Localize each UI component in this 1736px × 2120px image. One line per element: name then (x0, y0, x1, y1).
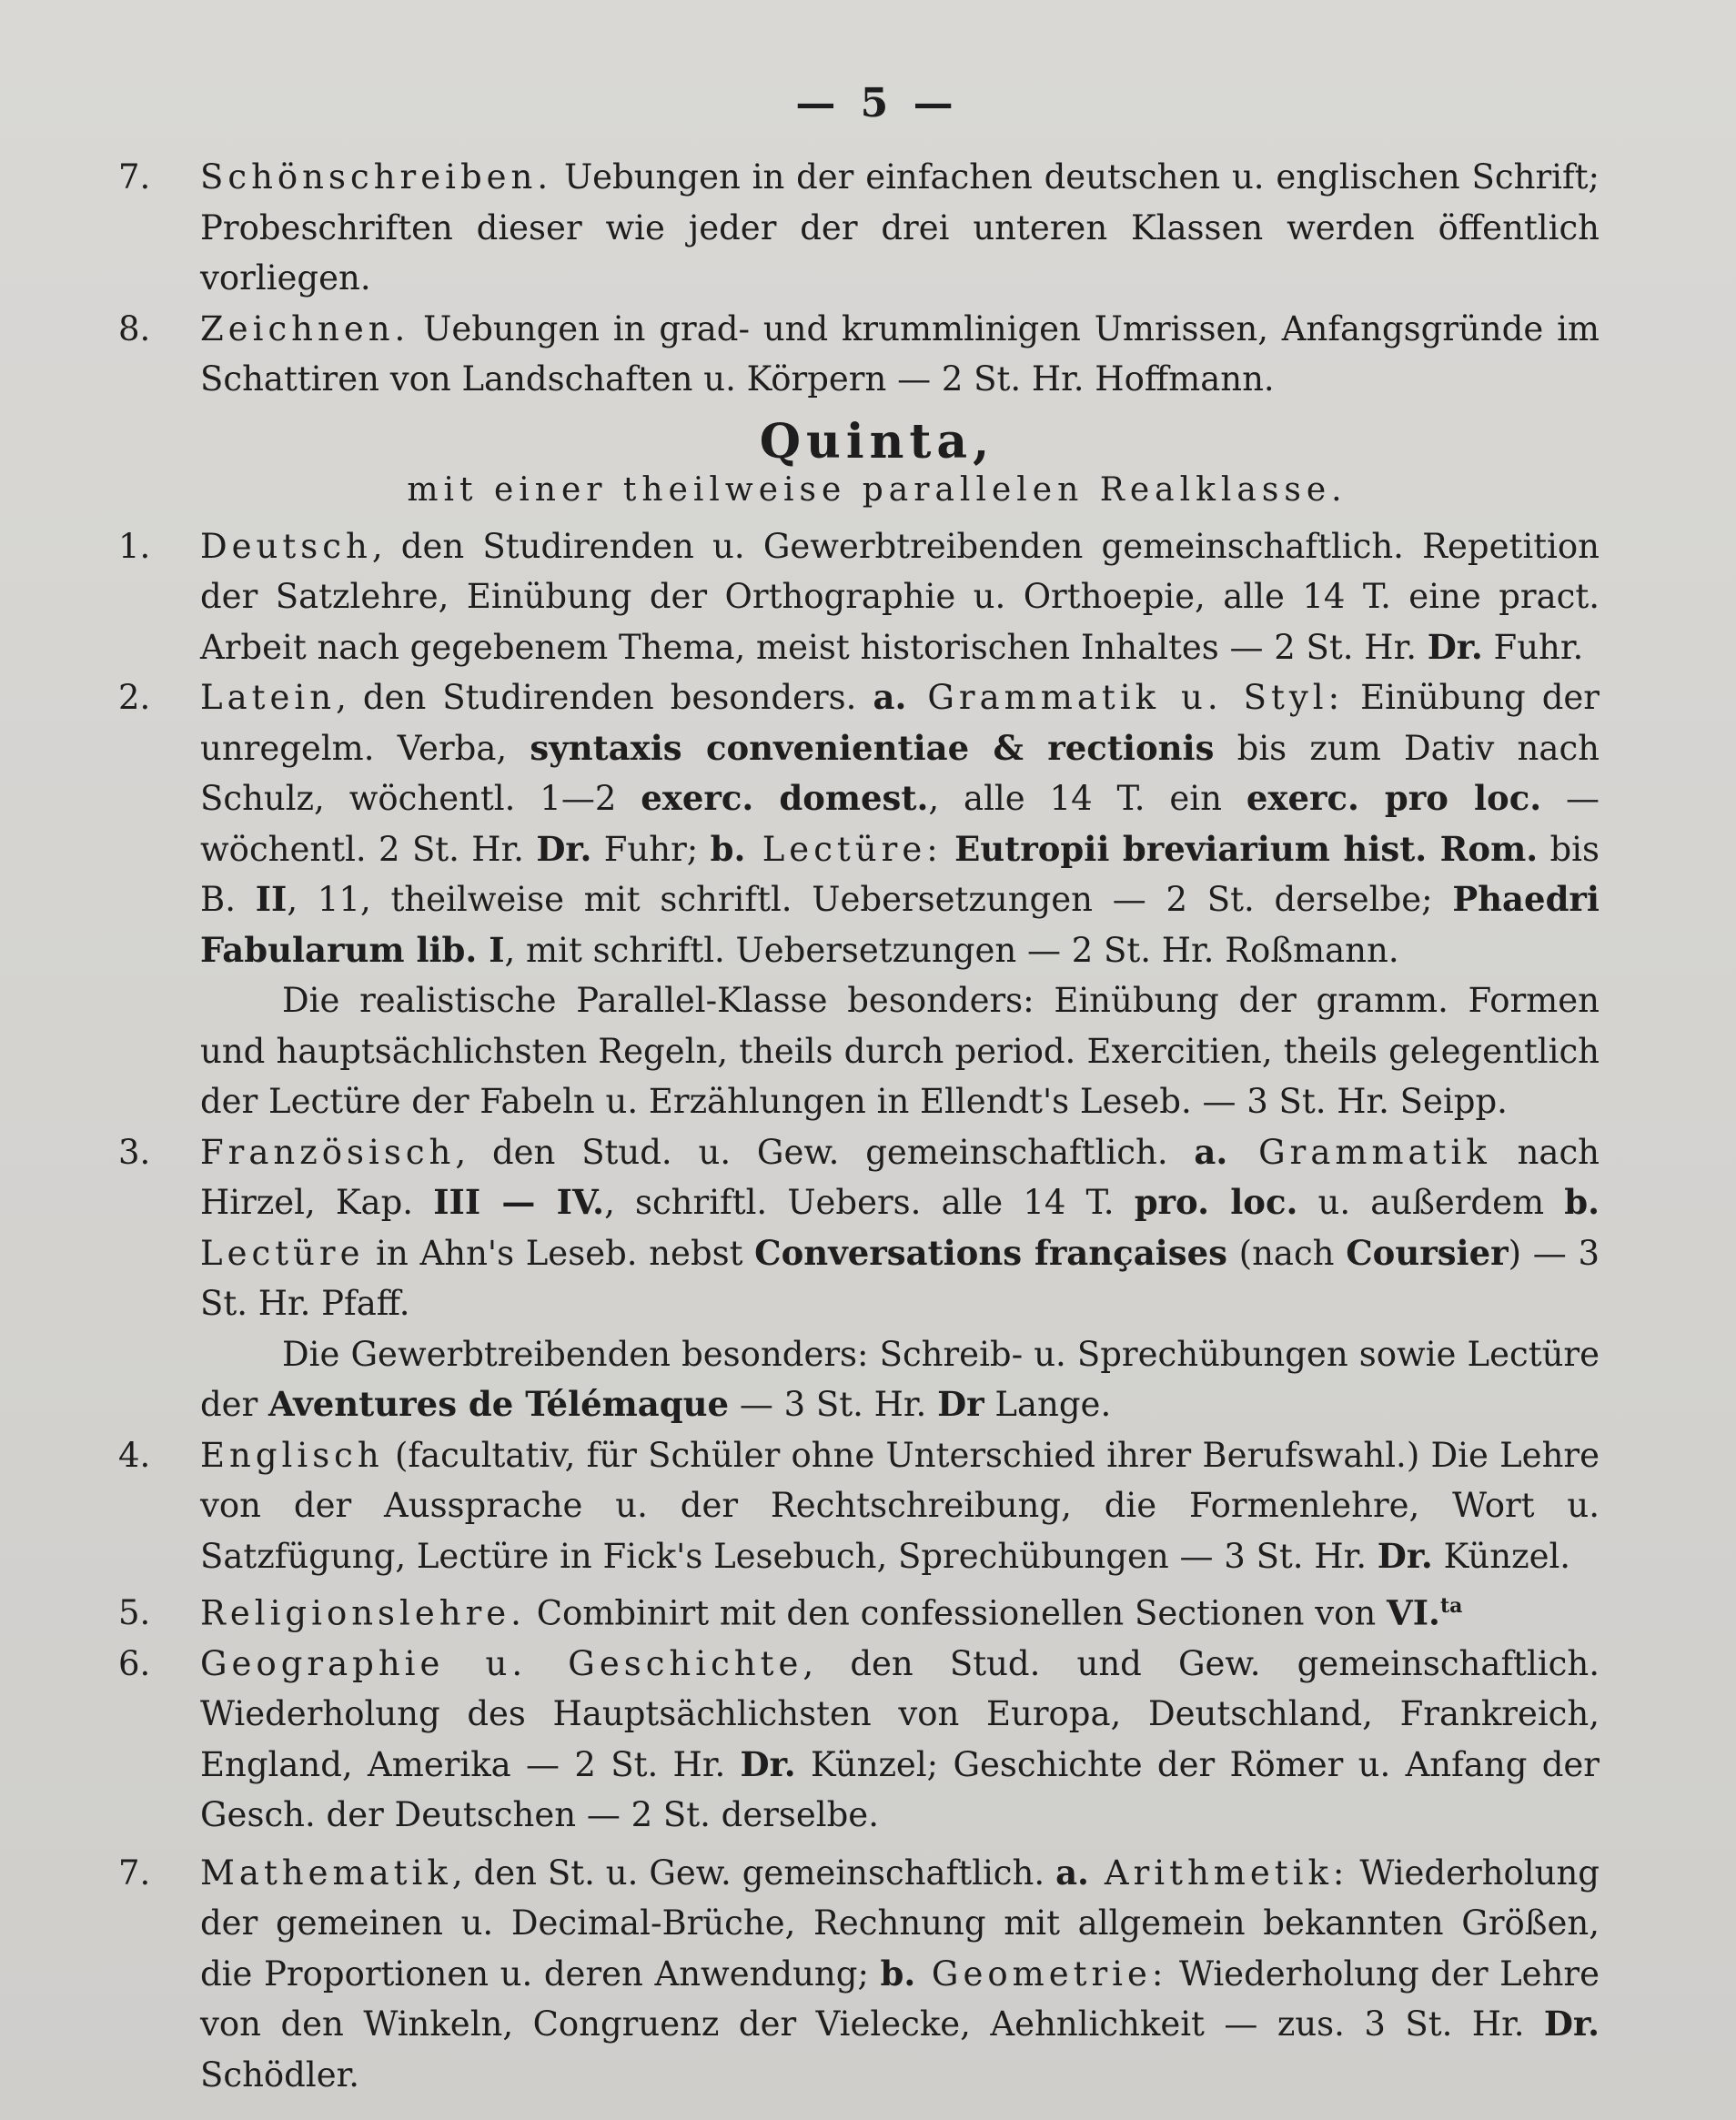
sub-marker: b. (710, 828, 746, 869)
item-latein (118, 672, 1600, 975)
item-text: Wiederholung der gemeinen u. Decimal-Brüche, Rechnung mit allgemein bekannten Größen, die Proportionen u. deren Anwendung; (200, 1852, 1600, 1994)
doctor-title: Dr. (740, 1743, 796, 1784)
item-heading: Zeichnen. (200, 308, 410, 348)
item-number: 8. (118, 308, 151, 348)
item-text: Künzel. (1432, 1536, 1571, 1576)
item-schoenschreiben (118, 152, 1600, 304)
item-heading: Schönschreiben. (200, 157, 553, 197)
latin-term: exerc. pro loc. (1246, 778, 1542, 818)
item-number: 4. (118, 1435, 151, 1475)
latin-term: Eutropii breviarium hist. Rom. (954, 828, 1539, 869)
item-heading: Religionslehre. (200, 1593, 526, 1633)
item-text: — wöchentl. 2 St. Hr. (200, 779, 1600, 869)
item-text: Uebungen in grad- und krummlinigen Umrissen, Anfangsgründe im Schattiren von Landschaften u. Körpern — 2 St. Hr. Hoffmann. (200, 308, 1600, 399)
item-heading: Englisch (200, 1435, 384, 1475)
item-text: — 3 St. Hr. (729, 1385, 938, 1424)
item-text: , den Studirenden u. Gewerbtreibenden gemeinschaftlich. Repetition der Satzlehre, Einübung der Orthographie u. Orthoepie, alle 14 T. eine pract. Arbeit nach gegebenem Thema, meist historischen Inhaltes — 2 St. Hr. (200, 526, 1600, 667)
item-religionslehre (118, 1581, 1600, 1639)
item-text: Lange. (984, 1385, 1112, 1424)
latin-term: II (255, 879, 288, 919)
sub-heading: Grammatik u. Styl: (906, 678, 1345, 717)
item-text (943, 830, 954, 869)
sub-marker: b. (1564, 1182, 1600, 1222)
item-text: Combinirt mit den confessionellen Sectionen von (525, 1593, 1388, 1633)
latin-term: pro. loc. (1134, 1182, 1298, 1222)
doctor-title: Dr. (1427, 626, 1483, 667)
franzoesisch-gewerb-paragraph (118, 1329, 1600, 1430)
item-text: Uebungen in der einfachen deutschen u. englischen Schrift; Probeschriften dieser wie jeder der drei unteren Klassen werden öffentlich vorliegen. (200, 157, 1600, 298)
item-text: , den Studirenden besonders. (336, 678, 873, 717)
author-name: Coursier (1346, 1232, 1509, 1273)
item-geographie-geschichte (118, 1639, 1600, 1841)
item-text: bis B. (200, 829, 1600, 919)
item-text: nach Hirzel, Kap. (200, 1132, 1600, 1222)
item-text: (facultativ, für Schüler ohne Unterschied ihrer Berufswahl.) Die Lehre von der Aussprache u. der Rechtschreibung, die Formenlehre, Wort u. Satzfügung, Lectüre in Fick's Lesebuch, Sprechübungen — 3 St. Hr. (200, 1435, 1600, 1576)
item-text: , den Stud. u. Gew. gemeinschaftlich. (455, 1132, 1195, 1172)
section-title: Quinta, (759, 413, 995, 469)
sub-marker: b. (880, 1953, 916, 1994)
item-text: Wiederholung der Lehre von den Winkeln, Congruenz der Vielecke, Aehnlichkeit — zus. 3 St. Hr. (200, 1953, 1600, 2044)
doctor-title: Dr. (1543, 2004, 1600, 2044)
item-text: , den Stud. und Gew. gemeinschaftlich. Wiederholung des Hauptsächlichsten von Europa, Deutschland, Frankreich, England, Amerika — 2 St. Hr. (200, 1643, 1600, 1784)
sub-heading: Geometrie: (915, 1953, 1168, 1994)
sub-marker: a. (1194, 1131, 1228, 1172)
item-text: ) — 3 St. Hr. Pfaff. (200, 1233, 1600, 1323)
item-text: Künzel; Geschichte der Römer u. Anfang der Gesch. der Deutschen — 2 St. derselbe. (200, 1744, 1600, 1835)
item-text: , den St. u. Gew. gemeinschaftlich. (451, 1852, 1056, 1893)
item-mathematik (118, 1848, 1600, 2101)
sub-heading: Arithmetik: (1088, 1852, 1349, 1893)
item-englisch (118, 1430, 1600, 1582)
item-number: 3. (118, 1132, 151, 1172)
item-number: 7. (118, 1852, 151, 1893)
item-heading: Latein (200, 678, 337, 717)
item-text: in Ahn's Leseb. nebst (364, 1233, 755, 1273)
item-text: , alle 14 T. ein (928, 779, 1246, 818)
item-text: Fuhr. (1482, 627, 1584, 667)
item-text: , 11, theilweise mit schriftl. Uebersetzungen — 2 St. derselbe; (287, 880, 1453, 919)
item-franzoesisch (118, 1127, 1600, 1329)
item-number: 7. (118, 157, 151, 197)
item-text: Einübung der unregelm. Verba, (200, 678, 1600, 768)
sub-marker: a. (1055, 1852, 1089, 1893)
item-text: Schödler. (200, 2054, 359, 2095)
class-numeral: VI. (1387, 1592, 1440, 1633)
item-text: , mit schriftl. Uebersetzungen — 2 St. Hr. Roßmann. (504, 930, 1399, 970)
sub-heading: Grammatik (1227, 1132, 1491, 1172)
item-heading: Deutsch (200, 526, 372, 566)
chapter-range: III — IV. (433, 1182, 605, 1222)
item-heading: Französisch (200, 1132, 456, 1172)
item-heading: Mathematik (200, 1852, 452, 1893)
item-text: (nach (1226, 1233, 1347, 1273)
latin-term: exerc. domest. (641, 778, 929, 818)
item-text: Die Gewerbtreibenden besonders: Schreib- u. Sprechübungen sowie Lectüre der (200, 1334, 1600, 1424)
latein-realklasse-paragraph: Die realistische Parallel-Klasse besonders: Einübung der gramm. Formen und hauptsächlichsten Regeln, theils durch period. Exercitien, theils gelegentlich der Lectüre der Fabeln u. Erzählungen in Ellendt's Leseb. — 3 St. Hr. Seipp. (200, 981, 1600, 1121)
sub-marker: a. (873, 677, 907, 717)
item-heading: Geographie u. Geschichte (200, 1643, 803, 1683)
latin-term: Phaedri Fabularum lib. I (200, 879, 1600, 970)
doctor-title: Dr (937, 1384, 984, 1424)
class-suffix: ta (1439, 1594, 1463, 1618)
item-text: Fuhr; (591, 829, 711, 869)
item-number: 6. (118, 1643, 151, 1683)
item-deutsch (118, 521, 1600, 673)
sub-heading: Lectüre: (745, 829, 943, 869)
book-title: Aventures de Télémaque (268, 1384, 730, 1424)
doctor-title: Dr. (1377, 1535, 1433, 1576)
item-text: bis zum Dativ nach Schulz, wöchentl. 1—2 (200, 728, 1600, 818)
section-subtitle: mit einer theilweise parallelen Realklasse. (407, 470, 1347, 509)
item-number: 1. (118, 526, 151, 566)
sub-heading: Lectüre (200, 1233, 365, 1273)
item-text: u. außerdem (1297, 1183, 1565, 1222)
item-number: 2. (118, 678, 151, 717)
item-number: 5. (118, 1593, 151, 1633)
doctor-title: Dr. (536, 828, 592, 869)
page-number: — 5 — (795, 80, 959, 126)
latin-term: syntaxis convenientiae & rectionis (530, 727, 1215, 768)
book-title: Conversations françaises (754, 1232, 1227, 1273)
item-text: , schriftl. Uebers. alle 14 T. (604, 1183, 1135, 1222)
item-zeichnen (118, 304, 1600, 405)
